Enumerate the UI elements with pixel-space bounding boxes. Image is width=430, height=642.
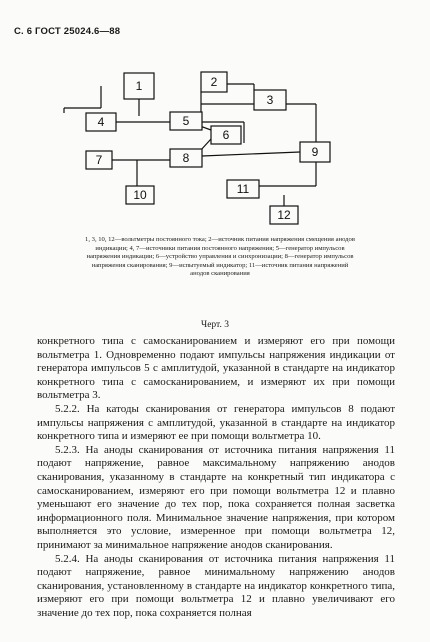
- block-6-label: 6: [222, 128, 230, 142]
- block-9-label: 9: [311, 145, 319, 159]
- paragraph-5-2-3: 5.2.3. На аноды сканирования от источника питания напряжения 11 подают напряжение, равное максимальному напряжению анодов сканирования, указанному в стандарте на конкретный тип индикатора с самосканированием, измеряют его при помощи вольтметра 12 и плавно уменьшают его значение до тех пор, пока сохраняется полная засветка информационного поля. Минимальное значение напряжения, при котором выполняется это условие, измеренное при помощи вольтметра 12, принимают за минимальное напряжение анодов сканирования.: [37, 443, 395, 551]
- figure-title: Черт. 3: [201, 320, 229, 330]
- block-11-label: 11: [236, 182, 250, 196]
- block-4-label: 4: [97, 115, 105, 129]
- paragraph-5-2-4: 5.2.4. На аноды сканирования от источника питания напряжения 11 подают напряжение, равное минимальному напряжению анодов сканирования, установленному в стандарте на индикатор конкретного типа, измеряют его при помощи вольтметра 12 и плавно увеличивают его значение до тех пор, пока сохраняется полная: [37, 552, 395, 619]
- paragraph-continuation: конкретного типа с самосканированием и измеряют его при помощи вольтметра 1. Одновременно подают импульсы напряжения индикации от генератора импульсов 5 с амплитудой, указанной в стандарте на индикатор конкретного типа с самосканированием, и измеряют их при помощи вольтметра 3.: [37, 335, 395, 402]
- block-3-label: 3: [266, 93, 274, 107]
- block-12-label: 12: [277, 208, 291, 222]
- paragraph-5-2-2: 5.2.2. На катоды сканирования от генератора импульсов 8 подают импульсы напряжения с амплитудой, указанной в стандарте на индикатор конкретного типа и измеряют ее при помощи вольтметра 10.: [37, 402, 395, 443]
- block-2-label: 2: [210, 75, 218, 89]
- block-1-label: 1: [135, 79, 143, 93]
- block-8-label: 8: [182, 151, 190, 165]
- block-10-label: 10: [133, 188, 147, 202]
- page-header: С. 6 ГОСТ 25024.6—88: [14, 26, 121, 37]
- block-5-label: 5: [182, 114, 190, 128]
- block-7-label: 7: [95, 153, 103, 167]
- figure-caption: 1, 3, 10, 12—вольтметры постоянного тока; 2—источник питания напряжения смещения анодов индикации; 4, 7—источники питания постоянного напряжения; 5—генератор импульсов напряжения индикации; 6—устройство управления и синхронизации; 8—генератор импульсов напряжения сканирования; 9—испытуемый индикатор; 11—источник питания напряжений анодов сканирования: [85, 236, 355, 278]
- body-text: [37, 335, 395, 620]
- block-diagram: [0, 0, 430, 236]
